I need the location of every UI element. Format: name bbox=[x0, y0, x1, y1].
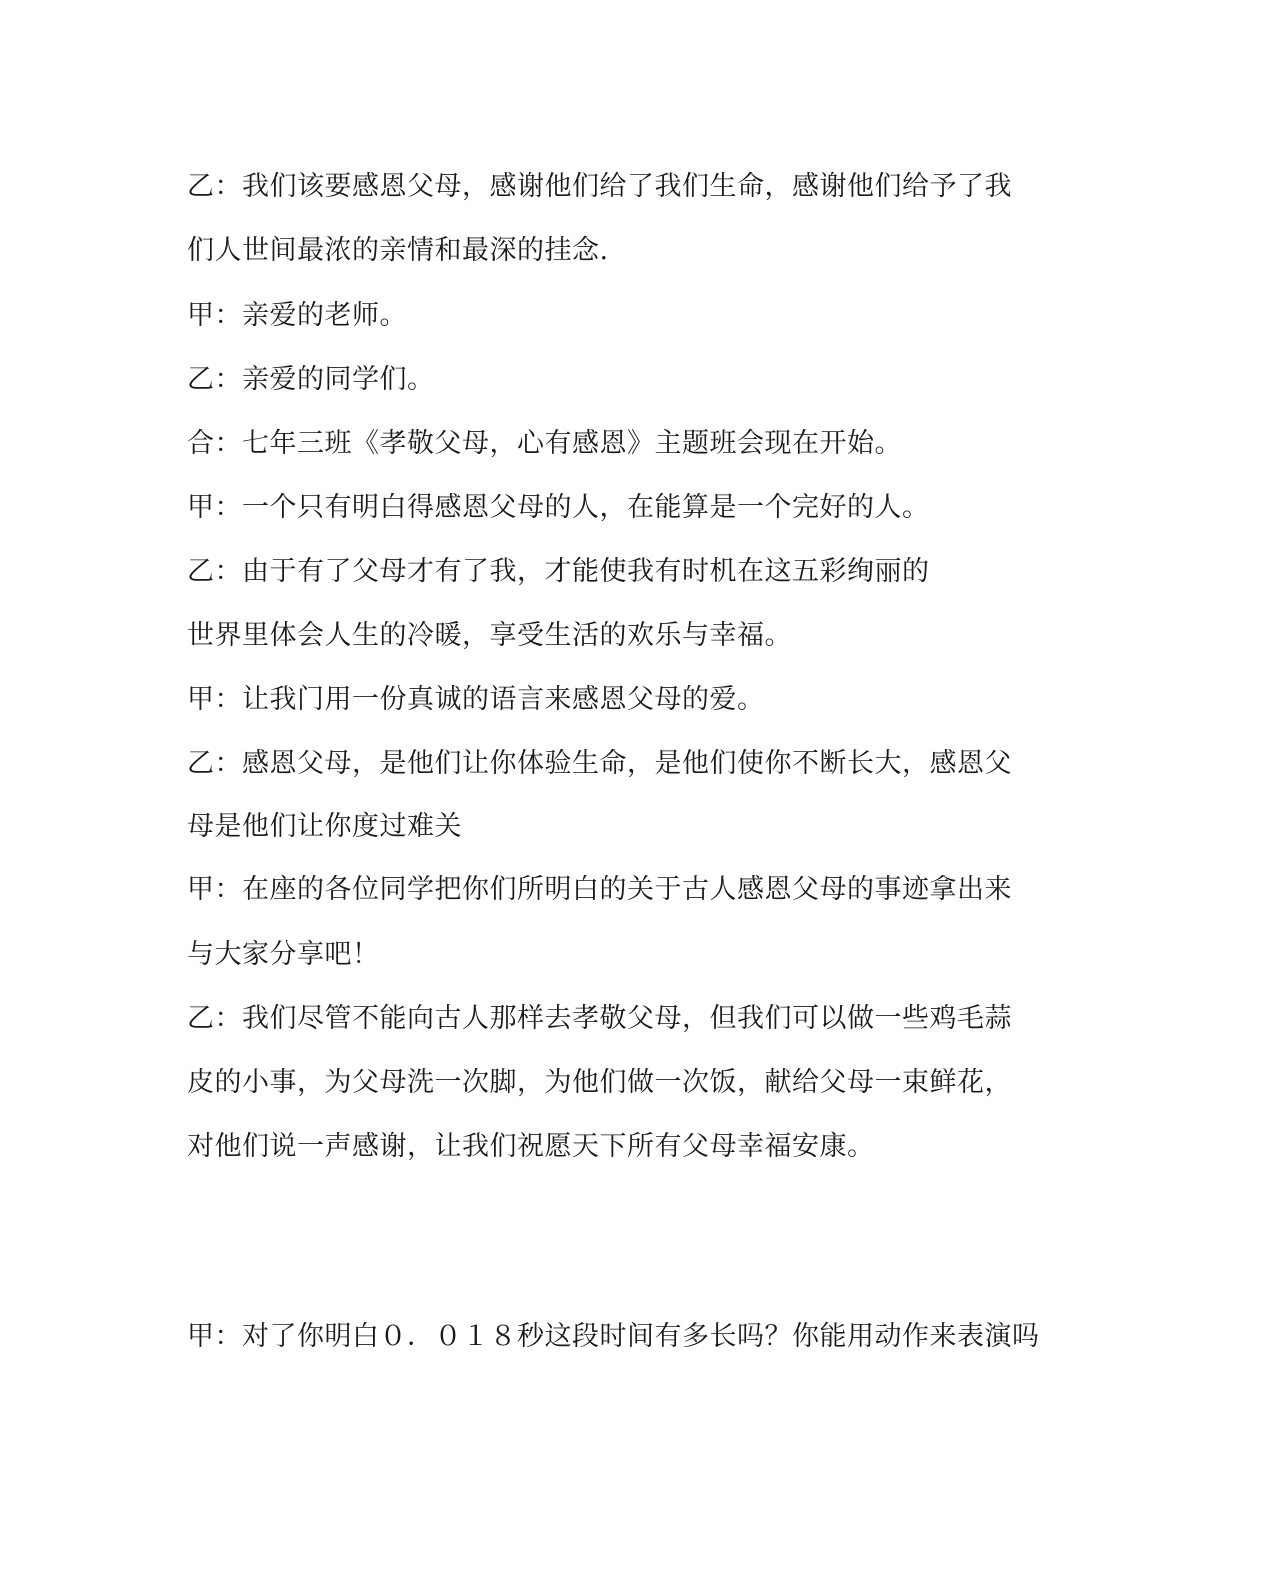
text-line: 甲：亲爱的老师。 bbox=[187, 300, 407, 331]
text-line: 乙：我们该要感恩父母，感谢他们给了我们生命，感谢他们给予了我 bbox=[187, 171, 1012, 202]
text-line: 乙：我们尽管不能向古人那样去孝敬父母，但我们可以做一些鸡毛蒜 bbox=[187, 1003, 1012, 1034]
text-line: 甲：让我门用一份真诚的语言来感恩父母的爱。 bbox=[187, 684, 765, 715]
text-line: 世界里体会人生的冷暖，享受生活的欢乐与幸福。 bbox=[187, 620, 792, 651]
text-line: 与大家分享吧！ bbox=[187, 939, 380, 970]
text-line: 对他们说一声感谢，让我们祝愿天下所有父母幸福安康。 bbox=[187, 1131, 875, 1162]
text-line: 甲：一个只有明白得感恩父母的人，在能算是一个完好的人。 bbox=[187, 492, 930, 523]
text-line: 母是他们让你度过难关 bbox=[187, 811, 462, 842]
text-line: 甲：对了你明白０．０１８秒这段时间有多长吗？你能用动作来表演吗 bbox=[187, 1321, 1040, 1352]
text-line: 甲：在座的各位同学把你们所明白的关于古人感恩父母的事迹拿出来 bbox=[187, 874, 1012, 905]
text-line: 们人世间最浓的亲情和最深的挂念. bbox=[187, 235, 609, 266]
text-line: 乙：亲爱的同学们。 bbox=[187, 364, 435, 395]
text-line: 合：七年三班《孝敬父母，心有感恩》主题班会现在开始。 bbox=[187, 428, 902, 459]
text-line: 皮的小事，为父母洗一次脚，为他们做一次饭，献给父母一束鲜花， bbox=[187, 1067, 1012, 1098]
text-line: 乙：由于有了父母才有了我，才能使我有时机在这五彩绚丽的 bbox=[187, 556, 930, 587]
text-line: 乙：感恩父母，是他们让你体验生命，是他们使你不断长大，感恩父 bbox=[187, 748, 1012, 779]
